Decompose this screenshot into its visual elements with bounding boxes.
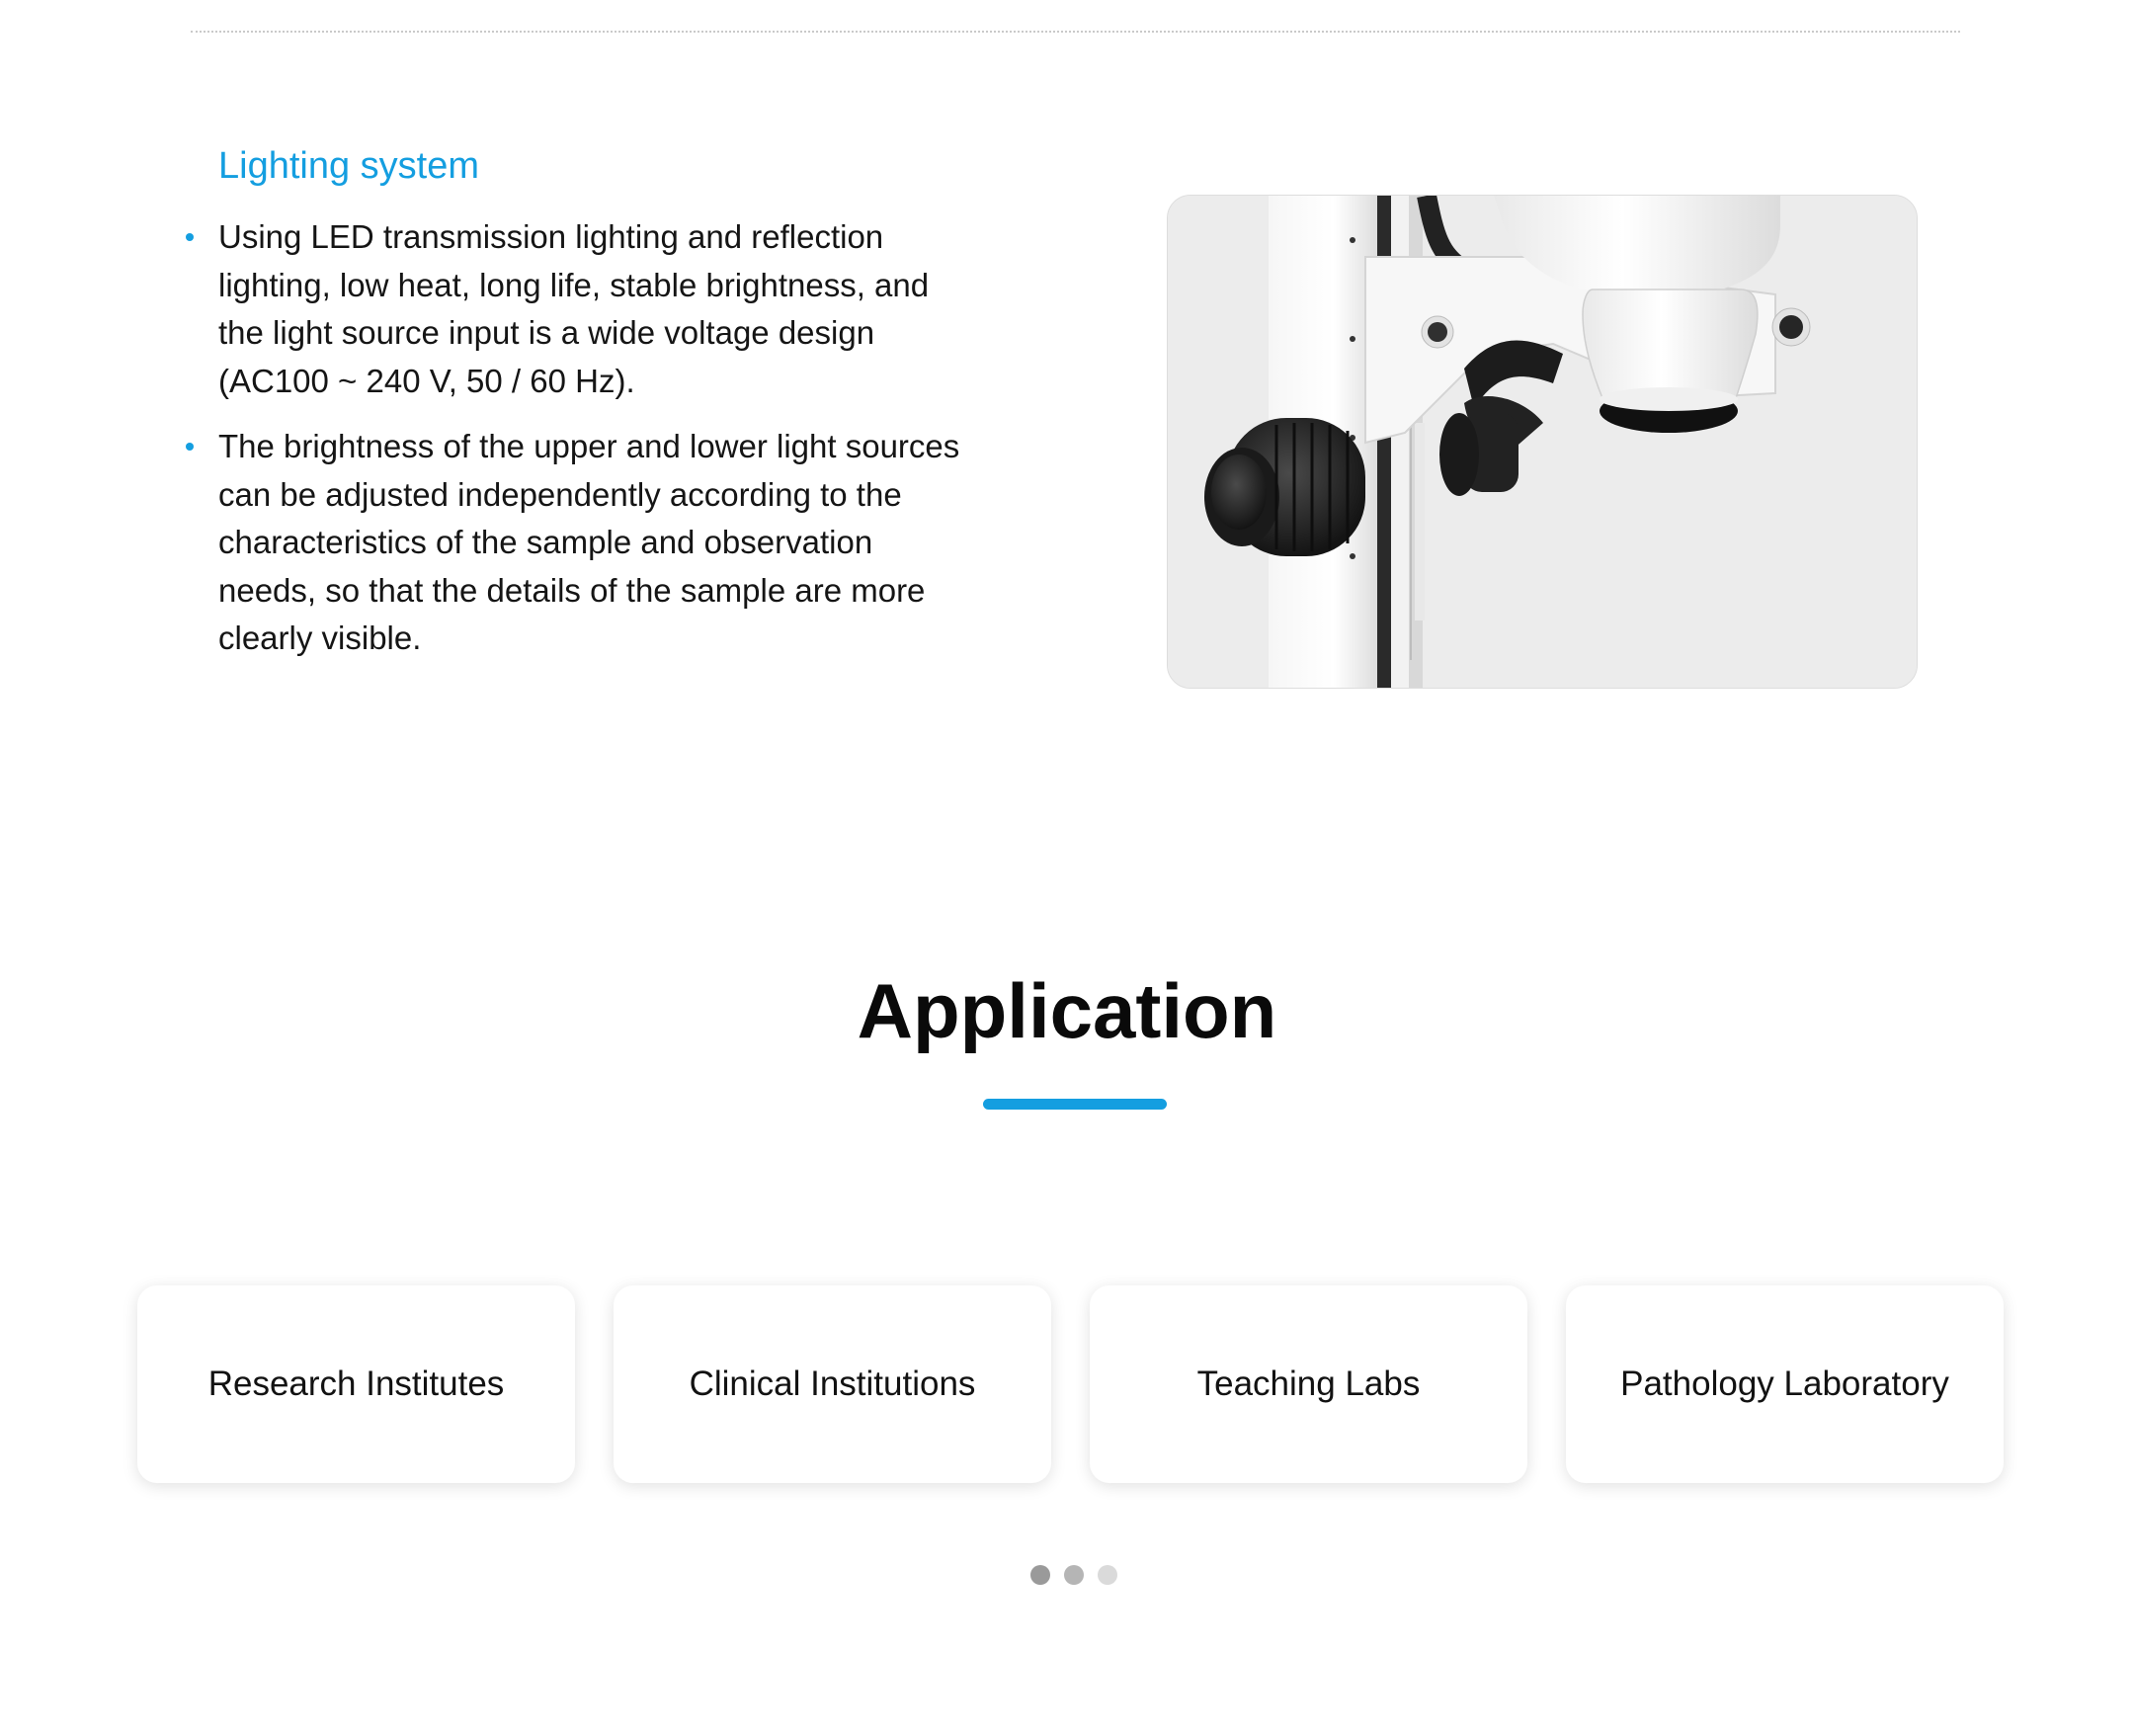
lighting-system-section xyxy=(184,136,974,681)
card-label: Research Institutes xyxy=(207,1364,505,1403)
application-heading: Application xyxy=(857,967,1277,1054)
feature-bullet-text: The brightness of the upper and lower light sources can be adjusted independently according to the characteristics of the sample and observation needs, so that the details of the sample are more clearly visible. xyxy=(218,428,960,656)
feature-bullet-item xyxy=(184,423,974,663)
microscope-product-image xyxy=(1167,195,1918,689)
card-label: Teaching Labs xyxy=(1196,1364,1421,1403)
application-card-research-institutes[interactable] xyxy=(137,1285,575,1483)
bullet-dot-icon xyxy=(186,443,194,451)
application-card-clinical-institutions[interactable] xyxy=(614,1285,1051,1483)
pagination-dot-1[interactable] xyxy=(1030,1565,1050,1585)
card-label: Clinical Institutions xyxy=(689,1364,976,1403)
application-card-teaching-labs[interactable] xyxy=(1090,1285,1527,1483)
card-label: Pathology Laboratory xyxy=(1620,1364,1949,1403)
feature-bullet-list xyxy=(184,213,974,663)
application-card-pathology-laboratory[interactable] xyxy=(1566,1285,2004,1483)
pagination-dot-3[interactable] xyxy=(1098,1565,1117,1585)
section-divider xyxy=(191,31,1960,33)
bullet-dot-icon xyxy=(186,233,194,241)
microscope-illumination-icon xyxy=(1168,196,1918,689)
feature-bullet-item xyxy=(184,213,974,405)
pagination-dot-2[interactable] xyxy=(1064,1565,1084,1585)
carousel-pagination xyxy=(1030,1565,1117,1585)
feature-bullet-text: Using LED transmission lighting and reflection lighting, low heat, long life, stable brightness, and the light source input is a wide voltage design (AC100 ~ 240 V, 50 / 60 Hz). xyxy=(218,218,930,399)
heading-underline xyxy=(983,1099,1167,1110)
feature-title: Lighting system xyxy=(218,145,480,187)
